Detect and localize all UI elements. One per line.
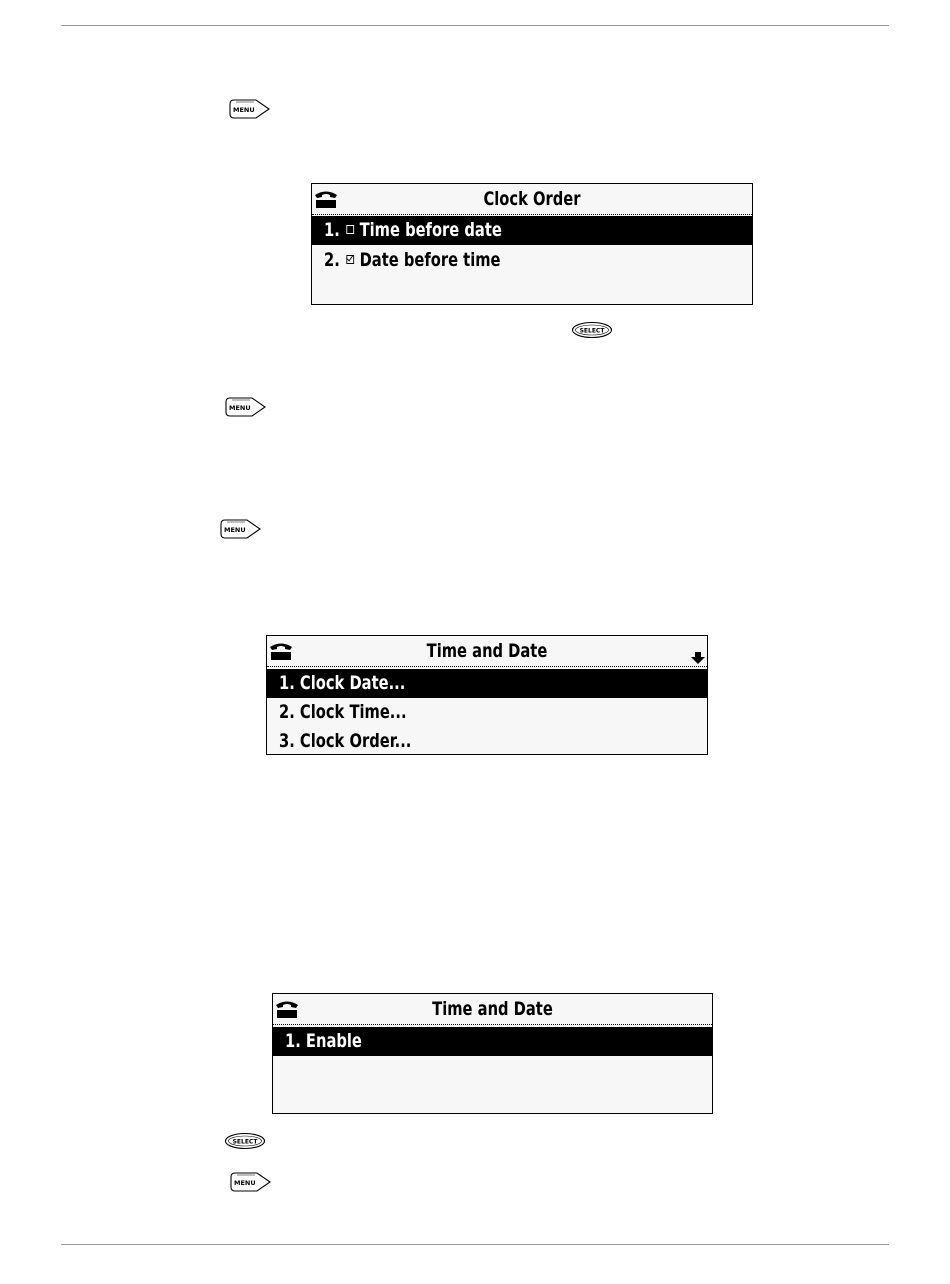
menu-key-icon xyxy=(230,1171,272,1193)
screen-title: Time and Date xyxy=(432,998,553,1020)
menu-key-icon xyxy=(229,98,271,120)
clock-order-screen xyxy=(311,183,753,305)
select-key-icon xyxy=(224,1132,266,1150)
menu-item-clock-order[interactable]: 3. Clock Order... xyxy=(279,730,412,752)
menu-item-date-before-time[interactable]: 2. Date before time xyxy=(324,249,501,271)
header-divider xyxy=(312,214,752,215)
time-and-date-enable-screen xyxy=(272,993,713,1114)
screen-title: Time and Date xyxy=(426,640,548,662)
phone-handset-icon xyxy=(275,999,299,1019)
scroll-down-arrow-icon xyxy=(690,651,706,665)
header-divider xyxy=(273,1024,712,1025)
menu-item-clock-time[interactable]: 2. Clock Time... xyxy=(279,701,407,723)
header-divider xyxy=(267,666,707,667)
menu-key-icon xyxy=(220,518,262,540)
svg-text:MENU: MENU xyxy=(234,1179,256,1187)
unchecked-box-icon[interactable] xyxy=(347,225,355,234)
phone-handset-icon xyxy=(269,641,293,661)
menu-item-time-before-date[interactable]: 1. Time before date xyxy=(312,216,752,245)
menu-key-icon xyxy=(225,396,267,418)
screen-header xyxy=(312,184,752,215)
footer-rule xyxy=(61,1244,889,1245)
screen-header xyxy=(273,994,712,1025)
menu-item-enable[interactable]: 1. Enable xyxy=(273,1027,712,1056)
screen-header xyxy=(267,636,707,667)
svg-text:MENU: MENU xyxy=(229,404,251,412)
header-rule xyxy=(61,25,889,26)
phone-handset-icon xyxy=(314,189,338,209)
svg-text:MENU: MENU xyxy=(233,106,255,114)
time-and-date-menu-screen xyxy=(266,635,708,755)
checked-box-icon[interactable] xyxy=(347,255,355,264)
menu-item-clock-date[interactable]: 1. Clock Date... xyxy=(267,669,707,698)
svg-text:SELECT: SELECT xyxy=(232,1138,258,1146)
select-key-icon xyxy=(571,321,613,339)
svg-text:MENU: MENU xyxy=(224,526,246,534)
screen-title: Clock Order xyxy=(483,188,581,210)
svg-text:SELECT: SELECT xyxy=(579,327,605,335)
